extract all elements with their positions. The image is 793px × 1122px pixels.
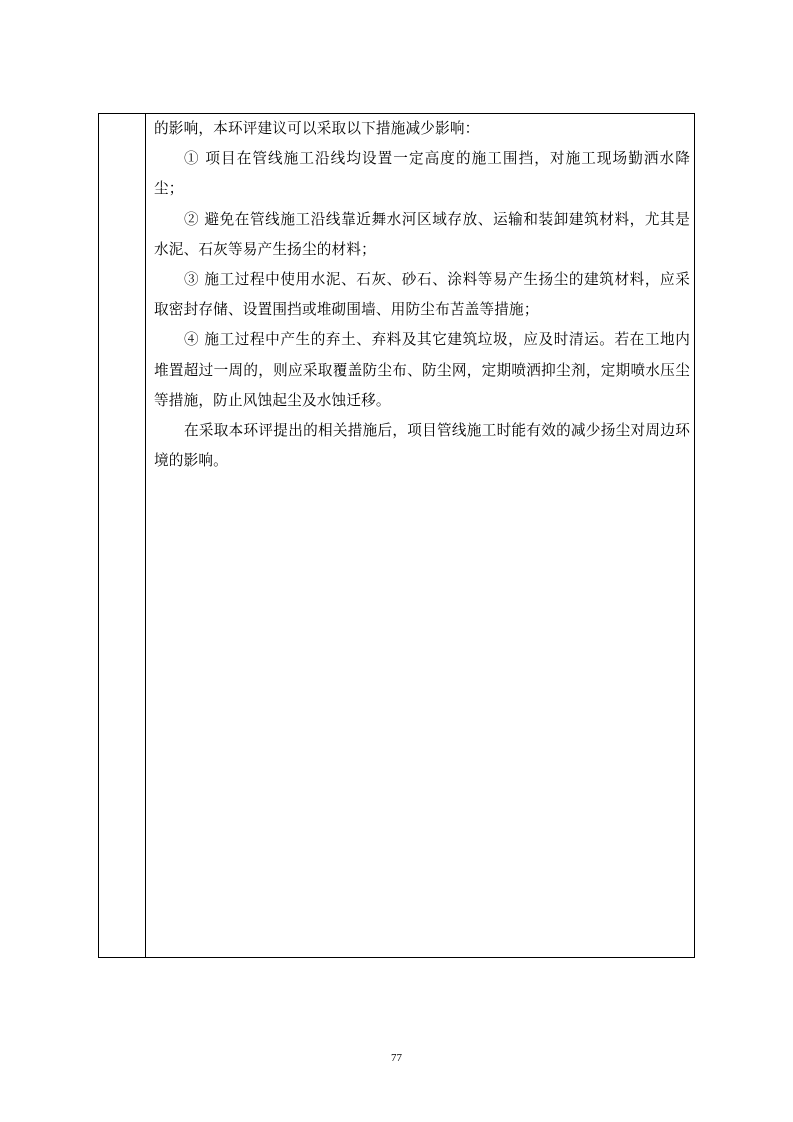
paragraph-measure-1: ① 项目在管线施工沿线均设置一定高度的施工围挡，对施工现场勤洒水降尘；	[154, 150, 690, 198]
paragraph-intro: 的影响，本环评建议可以采取以下措施减少影响：	[154, 120, 480, 137]
paragraph-measure-3: ③ 施工过程中使用水泥、石灰、砂石、涂料等易产生扬尘的建筑材料，应采取密封存储、设置围挡或堆砌围墙、用防尘布苫盖等措施；	[154, 271, 690, 319]
document-table	[98, 113, 695, 958]
page-number: 77	[391, 1052, 402, 1064]
paragraph-measure-4: ④ 施工过程中产生的弃土、弃料及其它建筑垃圾，应及时清运。若在工地内堆置超过一周的，则应采取覆盖防尘布、防尘网，定期喷洒抑尘剂，定期喷水压尘等措施，防止风蚀起尘及水蚀迁移。	[154, 331, 690, 409]
table-label-column	[99, 114, 146, 957]
paragraph-conclusion: 在采取本环评提出的相关措施后，项目管线施工时能有效的减少扬尘对周边环境的影响。	[154, 422, 690, 470]
paragraph-measure-2: ② 避免在管线施工沿线靠近舞水河区域存放、运输和装卸建筑材料，尤其是水泥、石灰等易产生扬尘的材料；	[154, 210, 690, 258]
table-content-cell	[154, 114, 690, 476]
